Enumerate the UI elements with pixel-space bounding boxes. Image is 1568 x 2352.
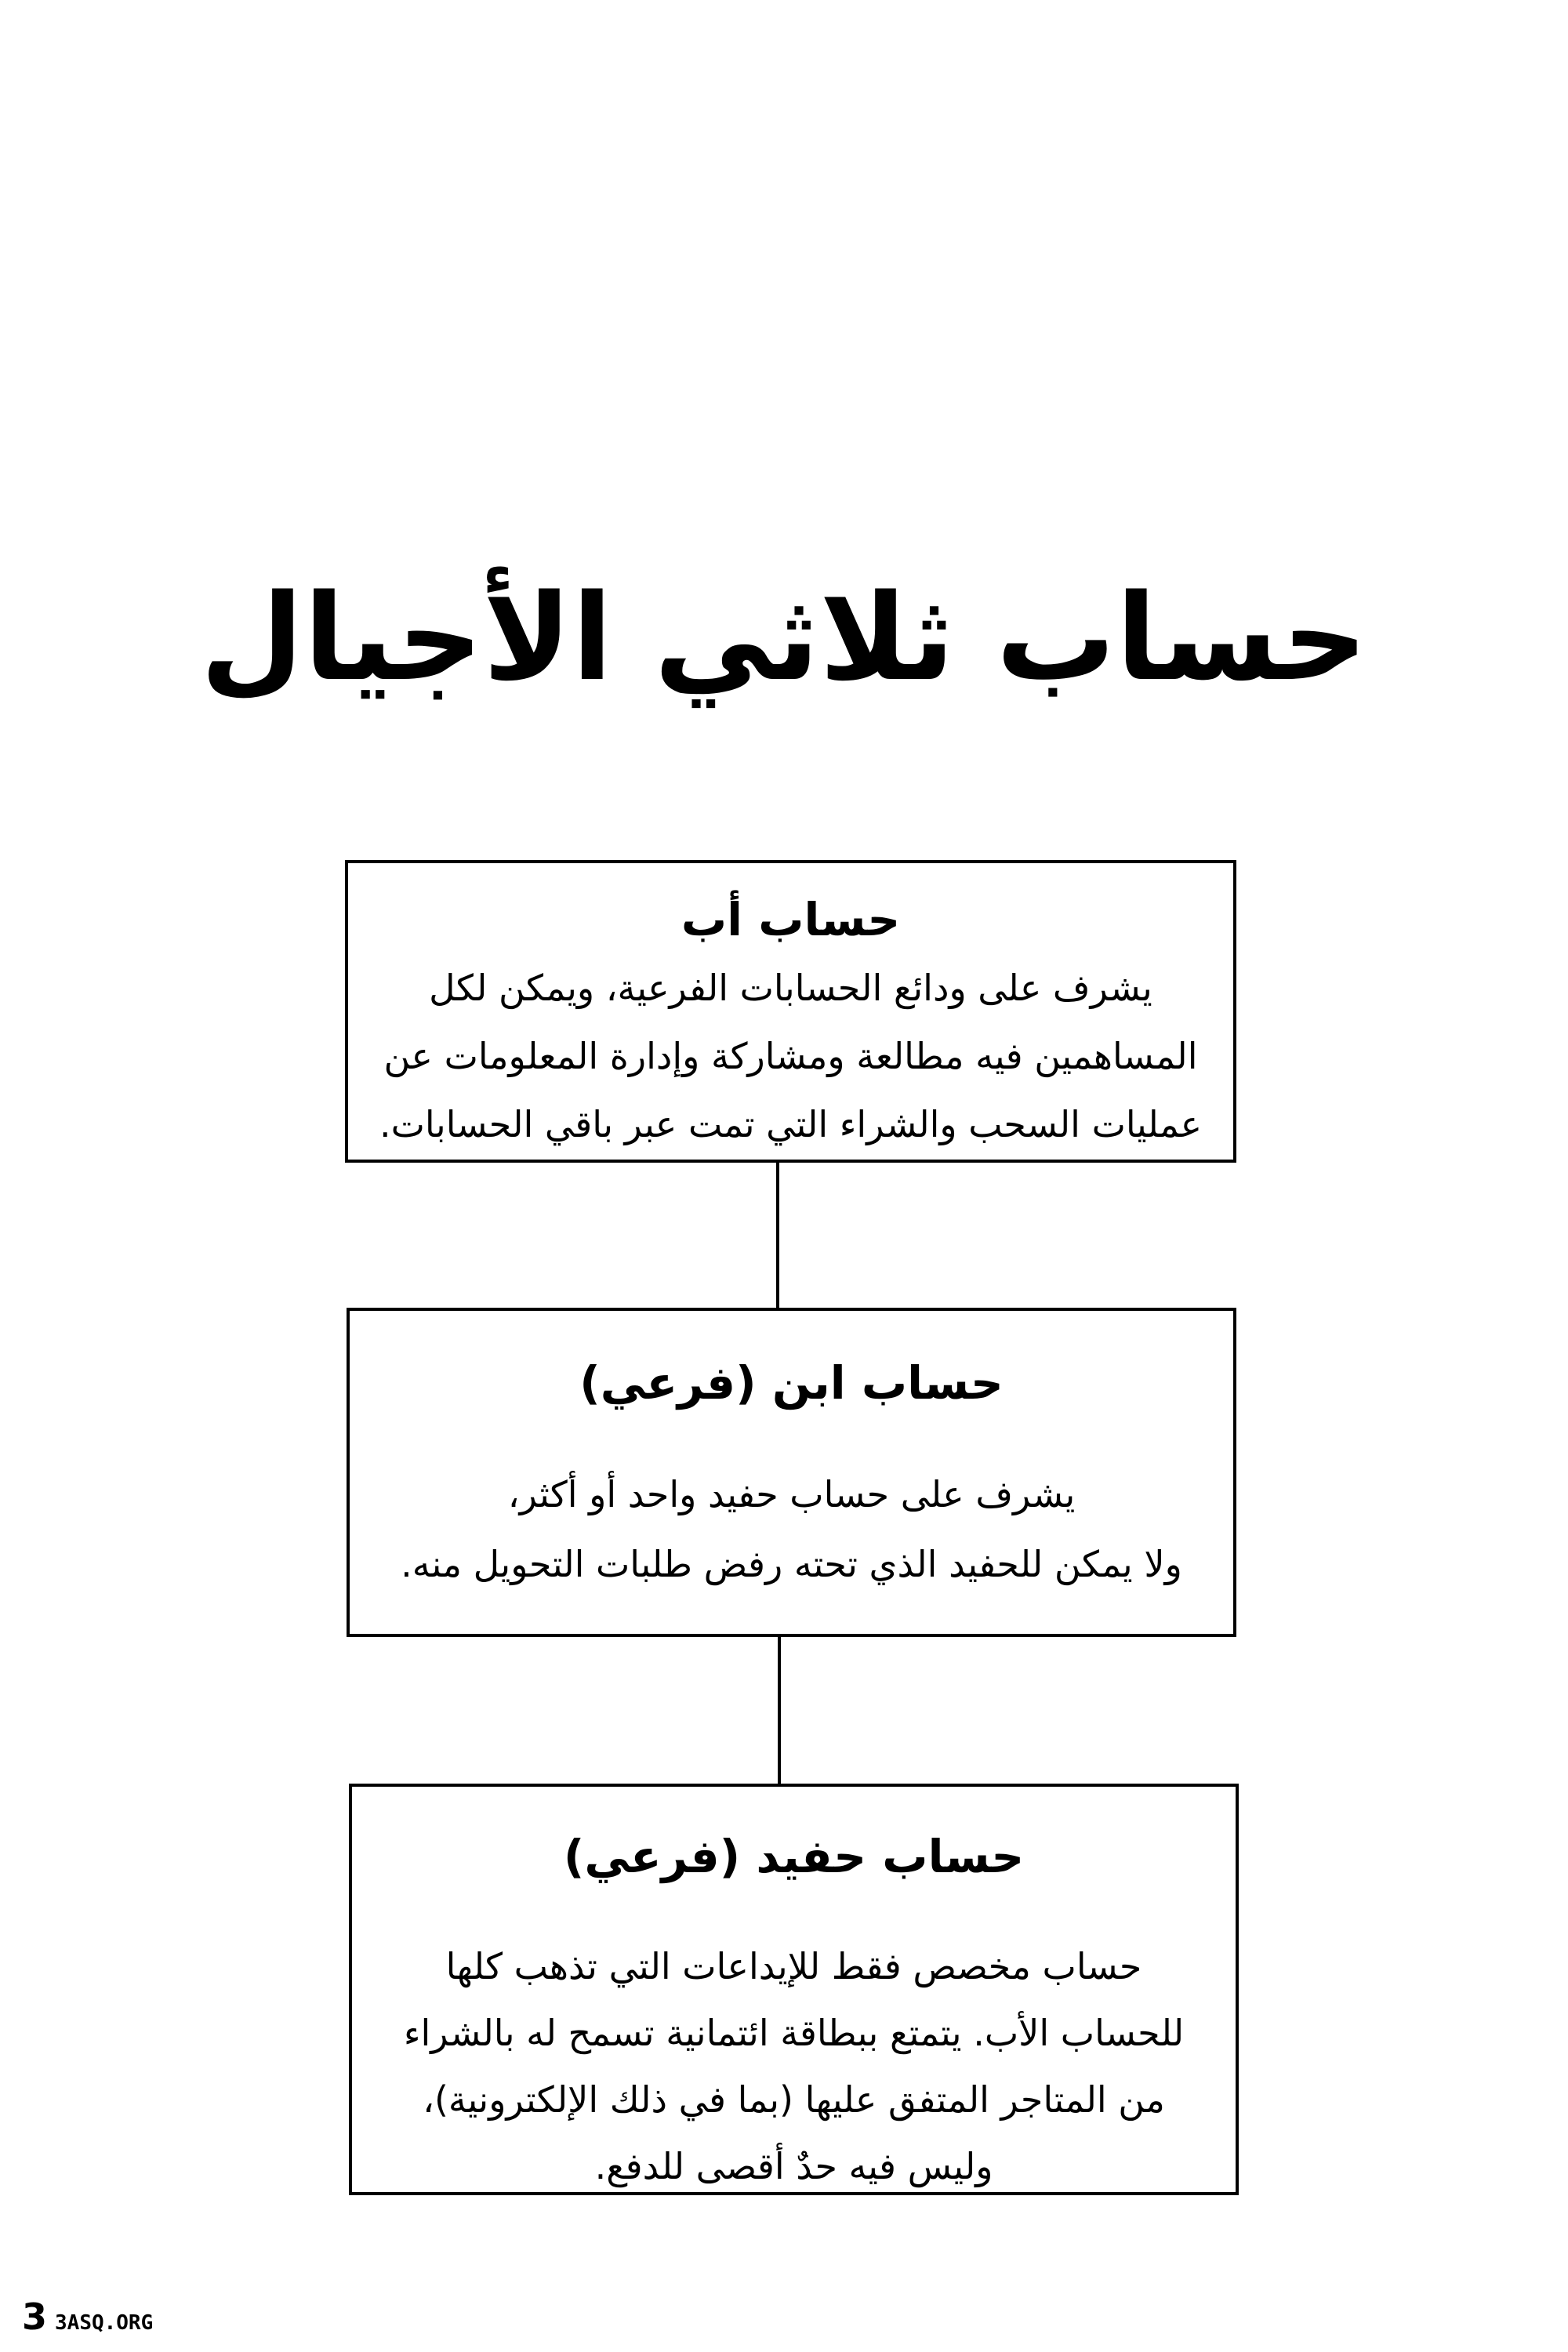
page-footer (22, 2296, 154, 2346)
father-account-line: المساهمين فيه مطالعة ومشاركة وإدارة المعلومات عن (383, 1034, 1198, 1077)
son-account-line: يشرف على حساب حفيد واحد أو أكثر، (507, 1472, 1076, 1515)
page-number: 3 (22, 2296, 48, 2338)
grandson-account-line: وليس فيه حدٌ أقصى للدفع. (594, 2144, 993, 2187)
father-account-line: عمليات السحب والشراء التي تمت عبر باقي الحسابات. (379, 1103, 1203, 1146)
grandson-account-line: من المتاجر المتفق عليها (بما في ذلك الإلكترونية)، (423, 2078, 1165, 2121)
son-account-title: حساب ابن (فرعي) (579, 1356, 1004, 1410)
connector-father-son (776, 1163, 779, 1308)
grandson-account-line: للحساب الأب. يتمتع ببطاقة ائتمانية تسمح له بالشراء (403, 2011, 1185, 2054)
grandson-account-title: حساب حفيد (فرعي) (563, 1830, 1025, 1883)
connector-son-grandson (778, 1637, 781, 1784)
father-account-box (345, 860, 1236, 1163)
son-account-box (347, 1308, 1236, 1637)
son-account-description (350, 1460, 1233, 1600)
father-account-line: يشرف على ودائع الحسابات الفرعية، ويمكن لكل (429, 966, 1152, 1009)
father-account-description (348, 954, 1233, 1160)
father-account-title: حساب أب (681, 893, 901, 946)
site-watermark: 3ASQ.ORG (55, 2311, 154, 2335)
grandson-account-box (349, 1784, 1239, 2195)
page-title: حساب ثلاثي الأجيال (200, 568, 1368, 707)
son-account-line: ولا يمكن للحفيد الذي تحته رفض طلبات التحويل منه. (401, 1543, 1182, 1586)
grandson-account-description (352, 1933, 1236, 2200)
grandson-account-line: حساب مخصص فقط للإيداعات التي تذهب كلها (445, 1944, 1142, 1987)
